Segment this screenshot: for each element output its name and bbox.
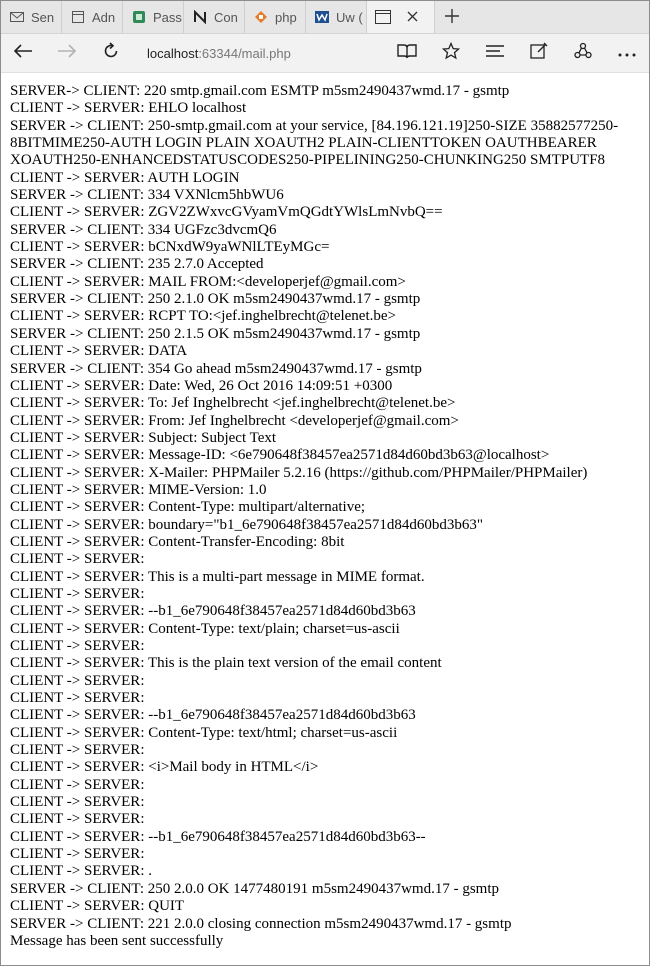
log-line: SERVER -> CLIENT: 354 Go ahead m5sm2490437wmd.17 - gsmtp	[10, 360, 422, 377]
log-line: CLIENT -> SERVER: This is the plain text version of the email content	[10, 655, 442, 672]
web-note-button[interactable]	[517, 34, 561, 72]
log-line: CLIENT -> SERVER: RCPT TO:<jef.inghelbrecht@telenet.be>	[10, 308, 397, 325]
log-line: CLIENT -> SERVER: MIME-Version: 1.0	[10, 481, 267, 498]
log-line: CLIENT -> SERVER:	[10, 794, 145, 811]
window-icon	[375, 9, 391, 25]
n-logo-icon	[192, 9, 208, 25]
book-icon	[397, 43, 417, 64]
log-line: CLIENT -> SERVER: From: Jef Inghelbrecht <developerjef@gmail.com>	[10, 412, 459, 429]
tab-5[interactable]	[306, 1, 367, 33]
tab-label: Con	[214, 9, 238, 25]
tab-1[interactable]	[62, 1, 123, 33]
log-line: CLIENT -> SERVER:	[10, 585, 145, 602]
toolbar-right	[385, 34, 649, 72]
tab-3[interactable]	[184, 1, 245, 33]
address-host: localhost	[147, 45, 199, 61]
more-button[interactable]	[605, 34, 649, 72]
tab-label: php	[275, 9, 297, 25]
log-line: CLIENT -> SERVER: boundary="b1_6e790648f38457ea2571d84d60bd3b63"	[10, 516, 484, 533]
log-line: SERVER -> CLIENT: 250 2.0.0 OK 1477480191 m5sm2490437wmd.17 - gsmtp	[10, 880, 500, 897]
page-content	[1, 73, 649, 950]
tab-2[interactable]	[123, 1, 184, 33]
log-line: CLIENT -> SERVER: Date: Wed, 26 Oct 2016 14:09:51 +0300	[10, 377, 393, 394]
envelope-icon	[9, 9, 25, 25]
log-line: CLIENT -> SERVER: AUTH LOGIN	[10, 169, 240, 186]
log-line: CLIENT -> SERVER: This is a multi-part message in MIME format.	[10, 568, 425, 585]
tab-label: Sen	[31, 9, 55, 25]
pen-icon	[530, 42, 548, 65]
log-line: CLIENT -> SERVER:	[10, 638, 145, 654]
log-line: CLIENT -> SERVER: Content-Type: text/plain; charset=us-ascii	[10, 620, 400, 637]
log-line: CLIENT -> SERVER: X-Mailer: PHPMailer 5.2.16 (https://github.com/PHPMailer/PHPMailer)	[10, 464, 588, 481]
log-line: SERVER -> CLIENT: 235 2.7.0 Accepted	[10, 256, 264, 273]
new-tab-button[interactable]	[435, 1, 469, 33]
share-icon	[574, 42, 592, 65]
log-line: SERVER -> CLIENT: 334 UGFzc3dvcmQ6	[10, 221, 277, 238]
share-button[interactable]	[561, 34, 605, 72]
log-line: CLIENT -> SERVER:	[10, 551, 145, 568]
tab-label: Adn	[92, 9, 116, 25]
database-icon	[131, 9, 147, 25]
log-line: CLIENT -> SERVER:	[10, 811, 145, 828]
tab-strip	[1, 1, 649, 34]
log-line: CLIENT -> SERVER: bCNxdW9yaWNlLTEyMGc=	[10, 239, 330, 256]
log-line: CLIENT -> SERVER:	[10, 672, 145, 689]
log-line: SERVER -> CLIENT: 250 2.1.5 OK m5sm2490437wmd.17 - gsmtp	[10, 325, 421, 342]
tab-4[interactable]	[245, 1, 306, 33]
log-line: CLIENT -> SERVER: --b1_6e790648f38457ea2571d84d60bd3b63	[10, 707, 416, 724]
plus-icon	[444, 4, 460, 30]
log-line: CLIENT -> SERVER: Subject: Subject Text	[10, 429, 277, 446]
log-line: CLIENT -> SERVER: EHLO localhost	[10, 100, 247, 117]
log-line: CLIENT -> SERVER: Content-Transfer-Encoding: 8bit	[10, 533, 345, 550]
log-line: CLIENT -> SERVER: MAIL FROM:<developerjef@gmail.com>	[10, 273, 406, 290]
log-line: CLIENT -> SERVER: <i>Mail body in HTML</i>	[10, 759, 319, 776]
refresh-button[interactable]	[89, 34, 133, 72]
tab-label: Pass	[153, 9, 182, 25]
log-line: CLIENT -> SERVER:	[10, 690, 145, 707]
page-icon	[70, 9, 86, 25]
nav-bar	[1, 34, 649, 73]
tab-0[interactable]	[1, 1, 62, 33]
favorites-button[interactable]	[429, 34, 473, 72]
log-line: CLIENT -> SERVER: Content-Type: multipart/alternative;	[10, 499, 366, 516]
log-line: SERVER-> CLIENT: 220 smtp.gmail.com ESMTP m5sm2490437wmd.17 - gsmtp	[10, 83, 510, 99]
address-path: :63344/mail.php	[198, 45, 291, 61]
forward-button[interactable]	[45, 34, 89, 72]
log-line: CLIENT -> SERVER: Content-Type: text/html; charset=us-ascii	[10, 724, 398, 741]
phpstorm-icon	[253, 9, 269, 25]
tab-active[interactable]	[367, 1, 435, 33]
log-line: CLIENT -> SERVER:	[10, 846, 145, 863]
log-line: CLIENT -> SERVER: --b1_6e790648f38457ea2571d84d60bd3b63	[10, 603, 416, 620]
log-line: CLIENT -> SERVER: Message-ID: <6e790648f38457ea2571d84d60bd3b63@localhost>	[10, 447, 550, 464]
log-line: CLIENT -> SERVER: .	[10, 863, 152, 880]
hub-icon	[485, 44, 505, 63]
log-line: Message has been sent successfully	[10, 932, 224, 949]
back-button[interactable]	[1, 34, 45, 72]
log-line: SERVER -> CLIENT: 221 2.0.0 closing connection m5sm2490437wmd.17 - gsmtp	[10, 915, 512, 932]
reading-view-button[interactable]	[385, 34, 429, 72]
address-bar[interactable]	[147, 46, 385, 61]
log-line: CLIENT -> SERVER: ZGV2ZWxvcGVyamVmQGdtYWlsLmNvbQ==	[10, 204, 443, 221]
arrow-right-icon	[57, 43, 77, 64]
star-icon	[442, 42, 460, 65]
hub-button[interactable]	[473, 34, 517, 72]
log-line: CLIENT -> SERVER:	[10, 776, 145, 793]
log-line: CLIENT -> SERVER: --b1_6e790648f38457ea2571d84d60bd3b63--	[10, 828, 426, 845]
more-icon	[618, 44, 636, 62]
arrow-left-icon	[13, 43, 33, 64]
outlook-icon	[314, 9, 330, 25]
log-line: SERVER -> CLIENT: 250-smtp.gmail.com at your service, [84.196.121.19]250-SIZE 35882577250-8BITMIME250-AUTH LOGIN PLAIN XOAUTH2 PLAIN-CLIENTTOKEN OAUTHBEARER XOAUTH250-ENHANCEDSTATUSCODES250-PIPELINING250-CHUNKING250 SMTPUTF8	[10, 117, 619, 169]
refresh-icon	[102, 42, 120, 65]
tab-label: Uw (	[336, 9, 363, 25]
log-line: SERVER -> CLIENT: 334 VXNlcm5hbWU6	[10, 187, 284, 204]
log-line: CLIENT -> SERVER: To: Jef Inghelbrecht <jef.inghelbrecht@telenet.be>	[10, 395, 456, 412]
log-line: CLIENT -> SERVER: QUIT	[10, 898, 185, 915]
close-icon[interactable]	[407, 10, 418, 25]
log-line: CLIENT -> SERVER:	[10, 742, 145, 759]
log-line: SERVER -> CLIENT: 250 2.1.0 OK m5sm2490437wmd.17 - gsmtp	[10, 291, 421, 308]
log-line: CLIENT -> SERVER: DATA	[10, 343, 188, 360]
